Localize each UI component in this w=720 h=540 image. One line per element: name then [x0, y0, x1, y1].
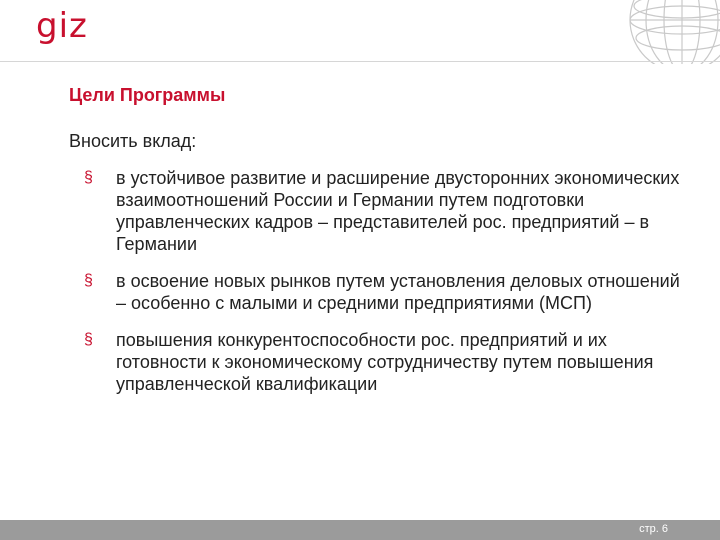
- wireframe-globe-icon: [610, 0, 720, 64]
- header-divider: [0, 61, 720, 62]
- page-number: стр. 6: [639, 523, 668, 535]
- intro-text: Вносить вклад:: [69, 131, 197, 151]
- slide-title: Цели Программы: [69, 85, 226, 105]
- bullet-item: [69, 329, 689, 395]
- giz-logo: giz: [36, 6, 88, 46]
- bullet-text: повышения конкурентоспособности рос. предприятий и их готовности к экономическому сотрудничеству путем повышения управленческой квалификации: [116, 330, 654, 394]
- footer-bar: [0, 520, 720, 540]
- bullet-item: [69, 270, 689, 314]
- slide-body: [69, 130, 689, 410]
- bullet-text: в устойчивое развитие и расширение двусторонних экономических взаимоотношений России и Германии путем подготовки управленческих кадров – представителей рос. предприятий – в Германии: [116, 168, 680, 254]
- bullet-marker: §: [84, 331, 93, 348]
- bullet-item: [69, 167, 689, 255]
- bullet-text: в освоение новых рынков путем установления деловых отношений – особенно с малыми и средними предприятиями (МСП): [116, 271, 680, 313]
- bullet-marker: §: [84, 272, 93, 289]
- bullet-marker: §: [84, 169, 93, 186]
- slide-header: [0, 0, 720, 62]
